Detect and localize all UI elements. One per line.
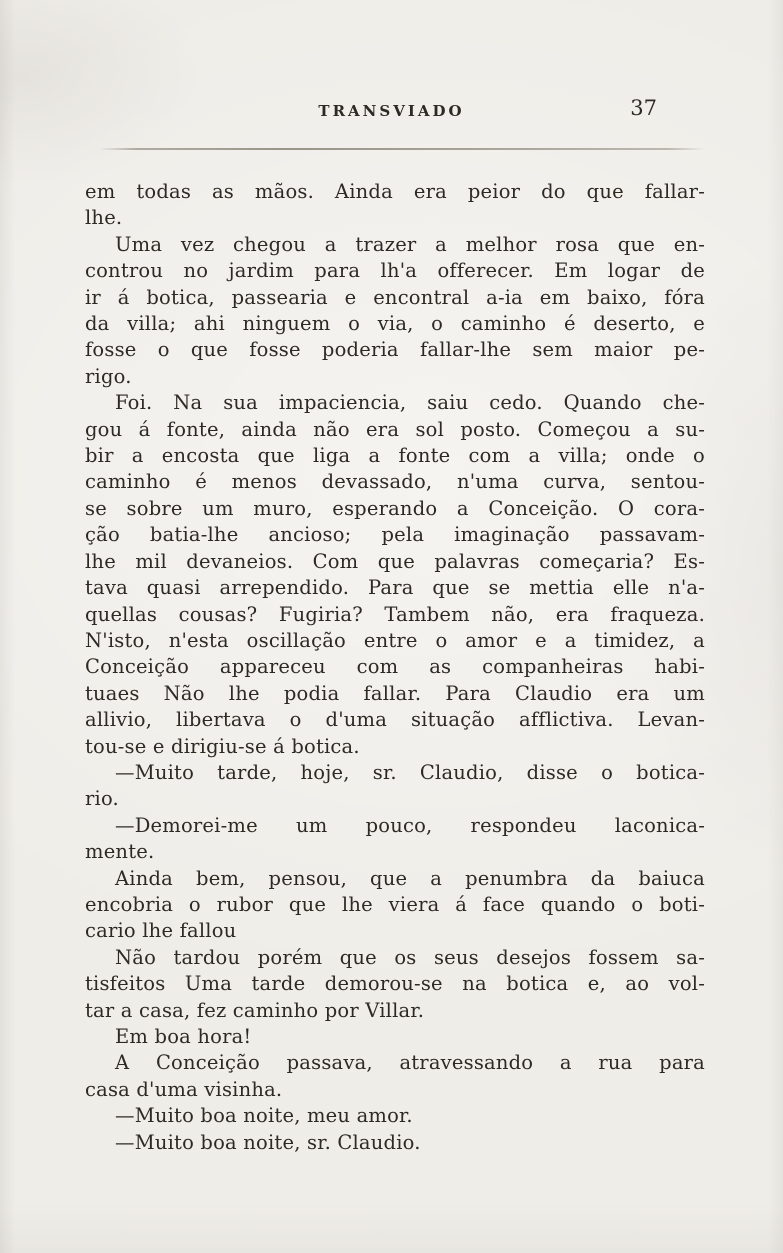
paragraph [85,390,705,760]
text-line: mente. [85,840,155,864]
text-line: —Muito tarde, hoje, sr. Claudio, disse o botica- [115,760,705,784]
text-line: Uma vez chegou a trazer a melhor rosa que en- [115,232,705,256]
page-number: 37 [630,96,657,120]
text-line: bir a encosta que liga a fonte com a villa; onde o [85,444,705,468]
paragraph [85,813,705,866]
text-line: Não tardou porém que os seus desejos fossem sa- [115,945,705,969]
text-line: tisfeitos Uma tarde demorou-se na botica e, ao vol- [85,972,705,996]
text-line: da villa; ahi ninguem o via, o caminho é deserto, e [85,312,705,336]
running-title: TRANSVIADO [318,102,465,120]
text-line: lhe. [85,206,123,230]
text-line: —Muito boa noite, meu amor. [115,1104,413,1128]
text-line: tar a casa, fez caminho por Villar. [85,998,425,1022]
paragraph [85,1024,705,1050]
text-line: allivio, libertava o d'uma situação afflictiva. Levan- [85,708,705,732]
text-line: cario lhe fallou [85,919,237,943]
text-line: Foi. Na sua impaciencia, saiu cedo. Quando che- [115,391,705,415]
text-line: encobria o rubor que lhe viera á face quando o boti- [85,892,705,916]
paragraph [85,945,705,1024]
paragraph [85,1130,705,1156]
page-header [0,96,783,125]
text-line: se sobre um muro, esperando a Conceição. O cora- [85,496,705,520]
paragraph [85,866,705,945]
text-line: Conceição appareceu com as companheiras habi- [85,655,705,679]
text-line: fosse o que fosse poderia fallar-lhe sem maior pe- [85,338,705,362]
text-line: N'isto, n'esta oscillação entre o amor e a timidez, a [85,628,705,652]
text-line: rigo. [85,364,132,388]
text-line: lhe mil devaneios. Com que palavras começaria? Es- [85,549,705,573]
paragraph [85,1050,705,1103]
paragraph [85,760,705,813]
paragraph [85,179,705,232]
text-line: caminho é menos devassado, n'uma curva, sentou- [85,470,705,494]
paragraph [85,232,705,390]
text-line: Em boa hora! [115,1025,252,1048]
text-line: Ainda bem, pensou, que a penumbra da baiuca [115,866,705,890]
header-rule [99,148,705,150]
text-line: tava quasi arrependido. Para que se mettia elle n'a- [85,576,705,600]
text-line: controu no jardim para lh'a offerecer. Em logar de [85,259,705,283]
text-line: —Demorei-me um pouco, respondeu laconica- [115,813,705,837]
paragraph [85,1103,705,1129]
text-line: tou-se e dirigiu-se á botica. [85,734,360,758]
text-line: em todas as mãos. Ainda era peior do que fallar- [85,180,705,203]
text-line: ir á botica, passearia e encontral a-ia em baixo, fóra [85,285,705,309]
text-line: rio. [85,787,119,811]
text-line: A Conceição passava, atravessando a rua para [115,1051,705,1075]
text-line: tuaes Não lhe podia fallar. Para Claudio era um [85,681,705,705]
text-block [85,179,705,1156]
text-line: —Muito boa noite, sr. Claudio. [115,1130,421,1154]
text-line: casa d'uma visinha. [85,1077,283,1101]
text-line: quellas cousas? Fugiria? Tambem não, era fraqueza. [85,602,705,626]
text-line: gou á fonte, ainda não era sol posto. Começou a su- [85,417,705,441]
text-line: ção batia-lhe ancioso; pela imaginação passavam- [85,523,705,547]
